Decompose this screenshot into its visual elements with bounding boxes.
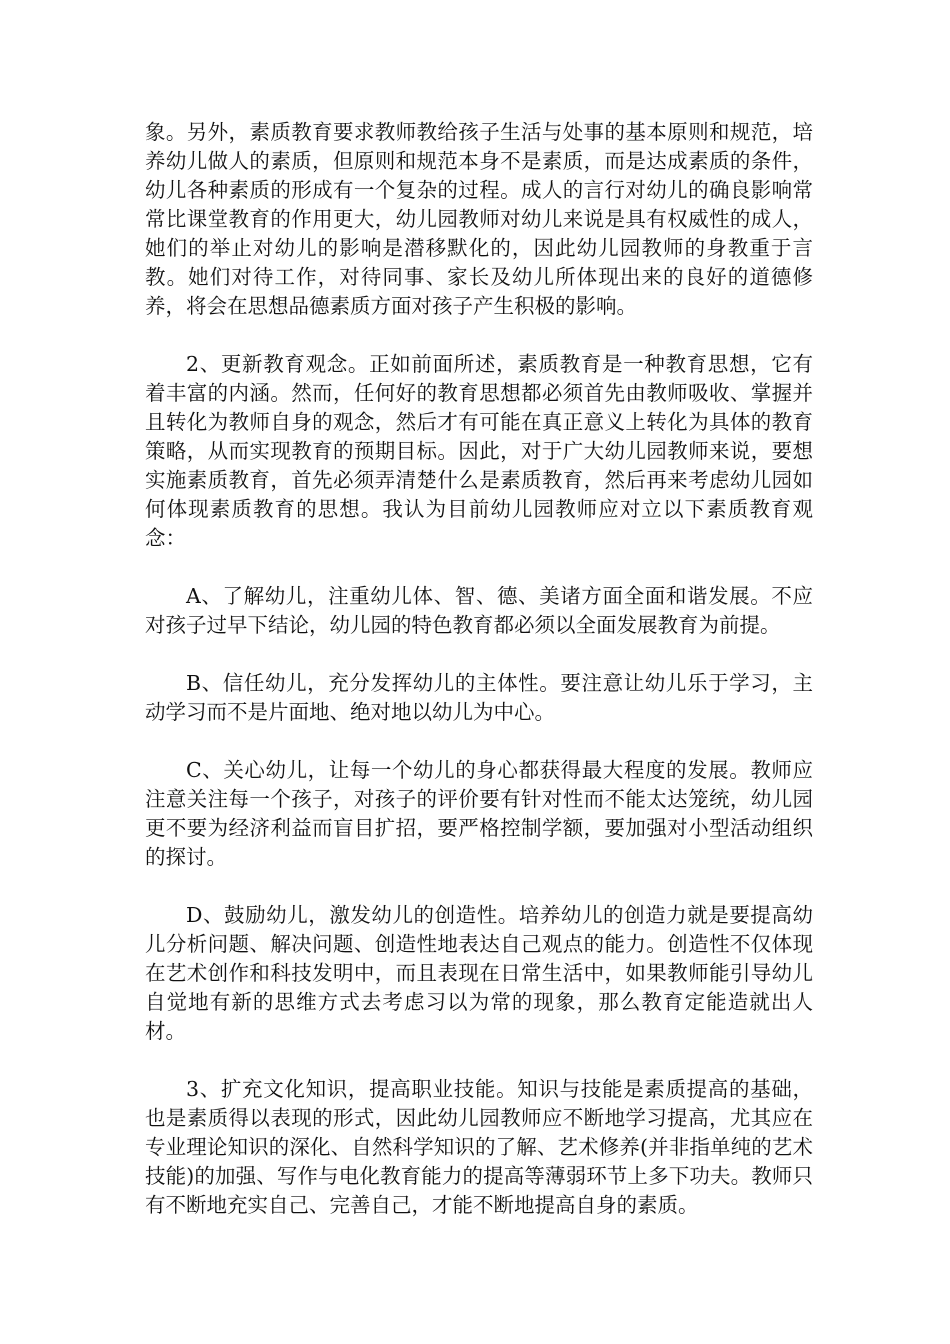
document-page (145, 118, 813, 1249)
paragraph-section-3: 3、扩充文化知识，提高职业技能。知识与技能是素质提高的基础，也是素质得以表现的形式，因此幼儿园教师应不断地学习提高，尤其应在专业理论知识的深化、自然科学知识的了解、艺术修养(并非指单纯的艺术技能)的加强、写作与电化教育能力的提高等薄弱环节上多下功夫。教师只有不断地充实自己、完善自己，才能不断地提高自身的素质。 (145, 1077, 813, 1217)
paragraph-item-c: C、关心幼儿，让每一个幼儿的身心都获得最大程度的发展。教师应注意关注每一个孩子，对孩子的评价要有针对性而不能太达笼统，幼儿园更不要为经济利益而盲目扩招，要严格控制学额，要加强对小型活动组织的探讨。 (145, 758, 813, 869)
paragraph-item-d: D、鼓励幼儿，激发幼儿的创造性。培养幼儿的创造力就是要提高幼儿分析问题、解决问题、创造性地表达自己观点的能力。创造性不仅体现在艺术创作和科技发明中，而且表现在日常生活中，如果教师能引导幼儿自觉地有新的思维方式去考虑习以为常的现象，那么教育定能造就出人材。 (145, 903, 813, 1043)
paragraph-section-2: 2、更新教育观念。正如前面所述，素质教育是一种教育思想，它有着丰富的内涵。然而，任何好的教育思想都必须首先由教师吸收、掌握并且转化为教师自身的观念，然后才有可能在真正意义上转化为具体的教育策略，从而实现教育的预期目标。因此，对于广大幼儿园教师来说，要想实施素质教育，首先必须弄清楚什么是素质教育，然后再来考虑幼儿园如何体现素质教育的思想。我认为目前幼儿园教师应对立以下素质教育观念： (145, 352, 813, 550)
paragraph-continuation: 象。另外，素质教育要求教师教给孩子生活与处事的基本原则和规范，培养幼儿做人的素质，但原则和规范本身不是素质，而是达成素质的条件，幼儿各种素质的形成有一个复杂的过程。成人的言行对幼儿的确良影响常常比课堂教育的作用更大，幼儿园教师对幼儿来说是具有权威性的成人，她们的举止对幼儿的影响是潜移默化的，因此幼儿园教师的身教重于言教。她们对待工作，对待同事、家长及幼儿所体现出来的良好的道德修养，将会在思想品德素质方面对孩子产生积极的影响。 (145, 120, 813, 318)
paragraph-item-b: B、信任幼儿，充分发挥幼儿的主体性。要注意让幼儿乐于学习，主动学习而不是片面地、绝对地以幼儿为中心。 (145, 671, 813, 724)
paragraph-item-a: A、了解幼儿，注重幼儿体、智、德、美诸方面全面和谐发展。不应对孩子过早下结论，幼儿园的特色教育都必须以全面发展教育为前提。 (145, 584, 813, 637)
